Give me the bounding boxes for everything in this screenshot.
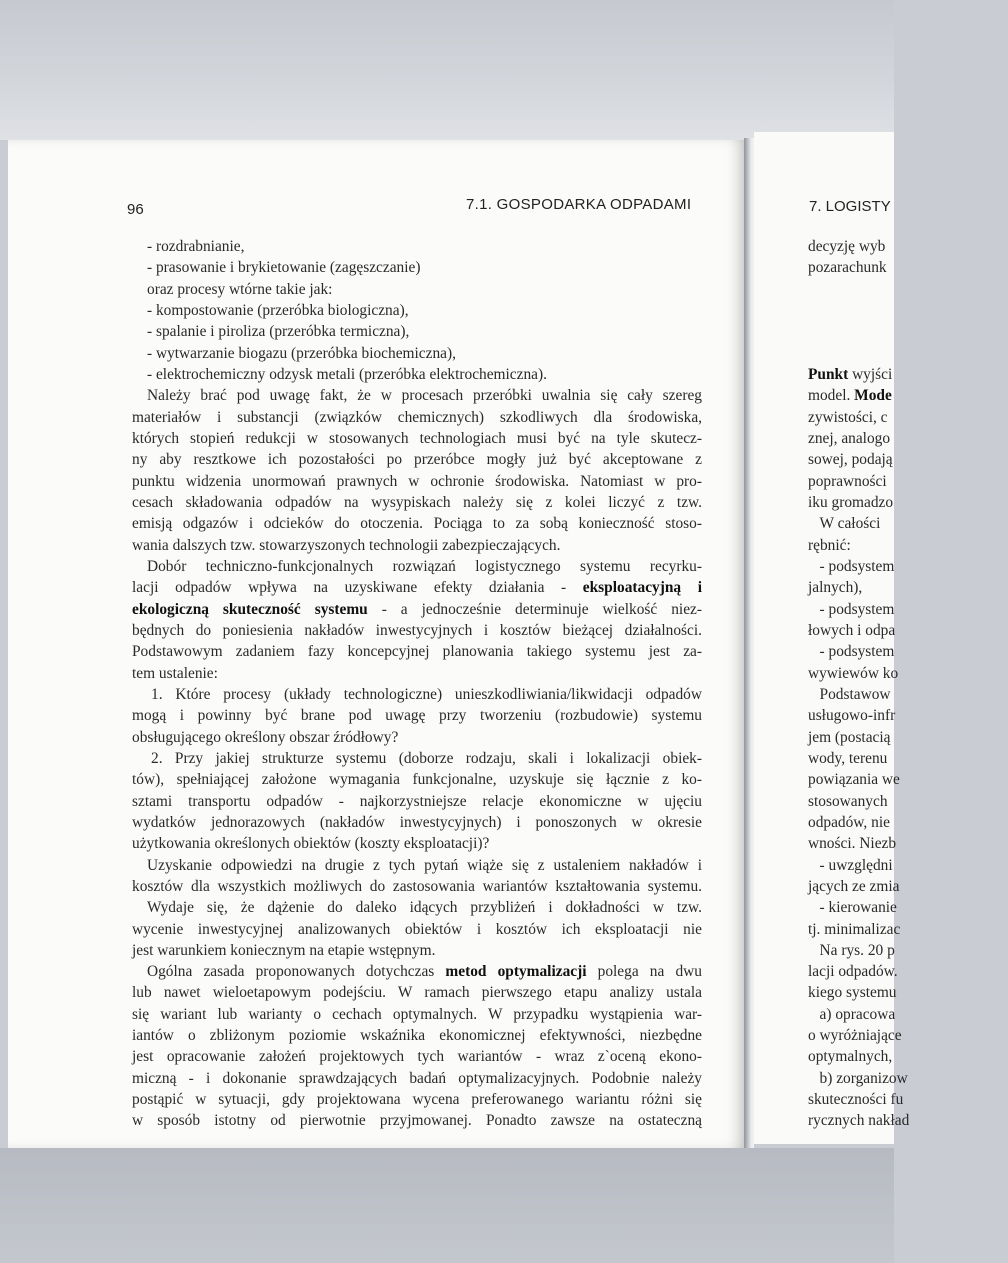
text-line: wycenie inwestycyjnej analizowanych obiektów i kosztów ich eksploatacji nie [132,920,702,938]
right-text-line: b) zorganizow [808,1069,908,1087]
right-text-line: łowych i odpa [808,621,896,639]
text-line: których stopień redukcji w stosowanych technologiach musi być na tyle skutecz- [132,429,702,447]
text-span: Ogólna zasada proponowanych dotychczas [147,963,446,981]
text-line: Podstawowym zadaniem fazy koncepcyjnej planowania takiego systemu jest za- [132,643,702,661]
text-line: oraz procesy wtórne takie jak: [147,280,333,298]
right-text-line: skuteczności fu [808,1091,904,1109]
right-text-line: wności. Niezb [808,835,897,853]
right-text-line: poprawności [808,472,887,490]
text-line: iantów o zbliżonym poziomie wskaźnika ekonomicznej efektywności, niezbędne [132,1027,702,1045]
right-text-line: znej, analogo [808,429,891,447]
right-text-line: Na rys. 20 p [808,941,895,959]
text-line: kosztów dla wszystkich możliwych do zastosowania wariantów kształtowania systemu. [132,877,702,895]
right-text-line: powiązania we [808,771,900,789]
text-line: 2. Przy jakiej strukturze systemu (doborze rodzaju, skali i lokalizacji obiek- [151,749,702,767]
text-line: będnych do poniesienia nakładów inwestycyjnych i kosztów bieżącej działalności. [132,621,702,639]
page-number: 96 [127,201,144,218]
right-text-line: odpadów, nie [808,813,890,831]
scanner-background-bottom [0,1148,894,1263]
text-line: miczną - i dokonanie sprawdzających badań optymalizacyjnych. Podobnie należy [132,1069,702,1087]
text-line: Wydaje się, że dążenie do daleko idących przybliżeń i dokładności w tzw. [147,899,702,917]
text-span: lacji odpadów wpływa na uzyskiwane efekty działania - [132,579,583,597]
text-span: polega na dwu [586,963,702,981]
text-line: - wytwarzanie biogazu (przeróbka biochemiczna), [147,344,456,362]
text-line: tem ustalenie: [132,664,218,682]
right-text-line: kiego systemu [808,984,897,1002]
text-line [132,961,702,982]
text-line: Dobór techniczno-funkcjonalnych rozwiązań logistycznego systemu recyrku- [147,557,702,575]
text-line [132,599,702,620]
text-line: Należy brać pod uwagę fakt, że w procesach przeróbki uwalnia się cały szereg [147,387,702,405]
text-line: 1. Które procesy (układy technologiczne) unieszkodliwiania/likwidacji odpadów [151,685,702,703]
text-line: użytkowania określonych obiektów (koszty eksploatacji)? [132,835,490,853]
right-text-line: rycznych nakład [808,1112,910,1130]
right-text-line: tj. minimalizac [808,920,901,938]
bold-term: ekologiczną skuteczność systemu [132,600,368,618]
text-line: cesach składowania odpadów na wysypiskach należy się z kolei liczyć z tzw. [132,493,702,511]
left-page-body-text [132,236,702,1132]
right-text-line: wywiewów ko [808,664,899,682]
text-line [132,577,702,598]
bold-term: metod optymalizacji [445,963,587,981]
text-line: ny aby resztkowe ich pozostałości po przeróbce mogły już być akceptowane z [132,451,702,469]
right-text-line: zywistości, c [808,408,888,426]
text-line: obsługującego określony obszar źródłowy? [132,728,399,746]
text-line: w sposób istotny od pierwotnie przyjmowanej. Ponadto zawsze na ostateczną [132,1112,702,1130]
text-line: wania dalszych tzw. stowarzyszonych technologii zabezpieczających. [132,536,561,554]
text-line: wydatków jednorazowych (nakładów inwestycyjnych) i ponoszonych w okresie [132,813,702,831]
right-text-line: - podsystem [808,643,895,661]
right-text-line: sowej, podają [808,451,893,469]
right-text-line: Podstawow [808,685,891,703]
right-running-head: 7. LOGISTY [809,198,891,215]
right-text-line: jalnych), [808,579,863,597]
right-text-line [808,321,1008,342]
scanner-background-top [0,0,894,140]
right-text-line: optymalnych, [808,1048,893,1066]
bold-term: eksploatacyjną i [582,579,702,597]
right-text-line: jem (postacią [808,728,891,746]
text-line: Uzyskanie odpowiedzi na drugie z tych pytań wiąże się z ustaleniem nakładów i [147,856,702,874]
right-text-line: lacji odpadów. [808,963,898,981]
right-text-line [808,300,1008,321]
text-line: - kompostowanie (przeróbka biologiczna), [147,301,409,319]
text-line: materiałów i substancji (związków chemicznych) szkodliwych dla środowiska, [132,408,702,426]
right-text-line: iku gromadzo [808,493,894,511]
running-head: 7.1. GOSPODARKA ODPADAMI [466,196,692,213]
text-line: punktu widzenia unormowań prawnych w ochronie środowiska. Natomiast w pro- [132,472,702,490]
text-line: lub nawet wieloetapowym podejściu. W ramach pierwszego etapu analizy ustala [132,984,702,1002]
text-line: emisją odgazów i odcieków do otoczenia. Pociąga to za sobą konieczność stoso- [132,515,702,533]
text-line: sztami transportu odpadów - najkorzystniejsze relacje ekonomiczne w ujęciu [132,792,702,810]
right-text-line: pozarachunk [808,259,887,277]
right-text-line: W całości [808,515,881,533]
text-line: - elektrochemiczny odzysk metali (przeróbka elektrochemiczna). [147,365,547,383]
right-text-line: - kierowanie [808,899,897,917]
text-line: jest opracowanie założeń projektowych tych wariantów - wraz z`oceną ekono- [132,1048,702,1066]
right-text-line [808,343,1008,364]
text-line: tów), spełniającej założone wymagania funkcjonalne, uzyskuje się łącznie z ko- [132,771,702,789]
text-line: - prasowanie i brykietowanie (zagęszczanie) [147,259,421,277]
text-line: - rozdrabnianie, [147,238,245,255]
right-text-line: usługowo-infr [808,707,896,725]
text-line: się wariant lub warianty o cechach optymalnych. W przypadku wystąpienia war- [132,1005,702,1023]
right-text-line: stosowanych [808,792,888,810]
right-text-line: wody, terenu [808,749,888,767]
right-text-line: rębnić: [808,536,851,554]
text-line: jest warunkiem koniecznym na etapie wstępnym. [132,941,436,959]
right-text-line [808,279,1008,300]
right-text-line: - uwzględni [808,856,893,874]
right-text-line: jących ze zmia [808,877,900,895]
right-text-line: - podsystem [808,557,895,575]
right-text-line: - podsystem [808,600,895,618]
right-text-line: Punkt wyjści [808,365,893,383]
right-text-line: decyzję wyb [808,238,886,255]
right-text-line: o wyróżniające [808,1027,902,1045]
right-page-body-text [808,236,1008,1132]
right-text-line: model. Mode [808,387,892,405]
text-line: mogą i powinny być brane pod uwagę przy tworzeniu (rozbudowie) systemu [132,707,702,725]
text-span: - a jednocześnie determinuje wielkość niez- [367,600,702,618]
book-gutter [744,138,754,1150]
right-text-line: a) opracowa [808,1005,896,1023]
text-line: postąpić w sytuacji, gdy projektowana wycena preferowanego wariantu różni się [132,1091,702,1109]
text-line: - spalanie i piroliza (przeróbka termiczna), [147,323,410,341]
